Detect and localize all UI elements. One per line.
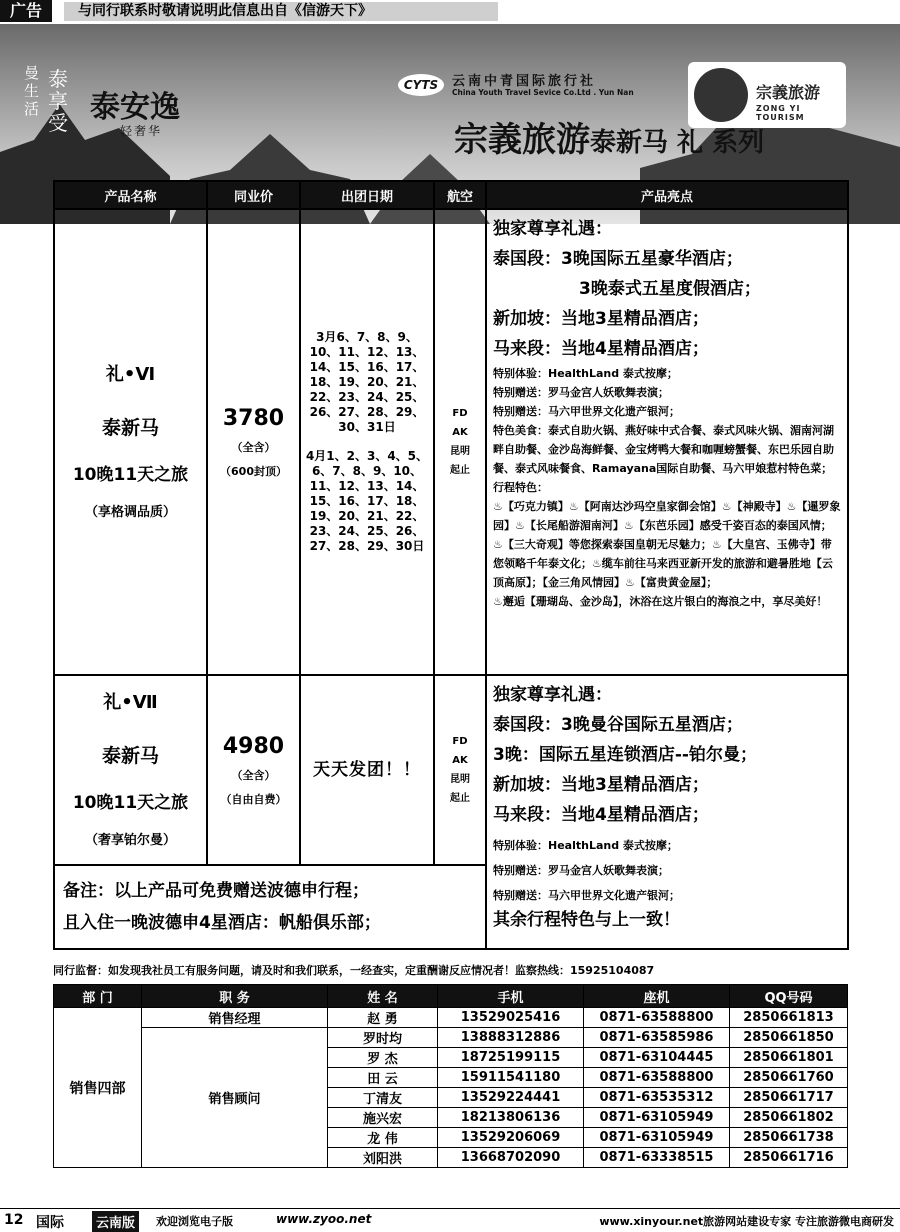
highlights-cell <box>486 209 848 675</box>
highlight-end: 其余行程特色与上一致！ <box>493 910 680 930</box>
department: 销售四部 <box>54 1008 142 1168</box>
contact-name: 丁清友 <box>328 1088 438 1108</box>
dates-cell <box>300 675 434 865</box>
price-note-2: （自由自费） <box>220 792 287 806</box>
contact-row <box>54 1028 848 1048</box>
note-line: 备注：以上产品可免费赠送波德申行程； <box>63 881 369 901</box>
price-note-2: （600封顶） <box>220 464 287 478</box>
product-name: 礼•Ⅶ <box>103 691 158 713</box>
product-name-cell <box>54 209 207 675</box>
product-duration: 10晚11天之旅 <box>72 792 189 813</box>
col-role: 职 务 <box>142 985 328 1008</box>
note-line: 且入住一晚波德申4星酒店：帆船俱乐部； <box>63 913 381 933</box>
brand-tai-anyi <box>24 64 244 144</box>
airline-line: FD <box>452 736 468 747</box>
col-dates: 出团日期 <box>300 181 434 209</box>
contact-name: 罗 杰 <box>328 1048 438 1068</box>
contact-qq: 2850661802 <box>730 1108 848 1128</box>
zongyi-name: 宗義旅游 <box>756 83 821 102</box>
col-highlights: 产品亮点 <box>486 181 848 209</box>
contact-name: 施兴宏 <box>328 1108 438 1128</box>
contact-name: 罗时均 <box>328 1028 438 1048</box>
contact-qq: 2850661760 <box>730 1068 848 1088</box>
airline-line: 昆明 <box>450 446 470 457</box>
airline-line: 昆明 <box>450 774 470 785</box>
brand-sub: 轻奢华 <box>120 124 163 138</box>
highlight-small: 特色美食：泰式自助火锅、燕好味中式合餐、泰式风味火锅、湄南河湖畔自助餐、金沙岛海鲜餐、金宝烤鸭大餐和咖喱螃蟹餐、东巴乐园自助餐、泰式风味餐食、Ramayana国际自助餐、马六甲娘惹村特色菜； <box>493 424 834 475</box>
col-airline: 航空 <box>434 181 486 209</box>
cyts-logo-icon: CYTS <box>398 74 444 96</box>
brand-vertical-a: 曼生活 <box>24 64 40 118</box>
airline-cell <box>434 209 486 675</box>
highlight-small: 特别赠送：马六甲世界文化遗产银河； <box>493 889 680 902</box>
highlights-cell <box>486 675 848 949</box>
highlight-small: 行程特色： <box>493 481 548 494</box>
dates-april: 4月1、2、3、4、5、6、7、8、9、10、11、12、13、14、15、16、17、18、19、20、21、22、23、24、25、26、27、28、29、30日 <box>305 449 429 553</box>
airline-line: FD <box>452 408 468 419</box>
product-table <box>53 180 849 950</box>
product-row-7 <box>54 675 848 865</box>
highlight-big: 泰国段：3晚曼谷国际五星酒店； <box>493 715 743 735</box>
contact-mobile: 13888312886 <box>438 1028 584 1048</box>
product-title: 泰新马 <box>101 744 159 767</box>
price-note: （全含） <box>231 440 276 454</box>
col-dept: 部 门 <box>54 985 142 1008</box>
contact-phone: 0871-63105949 <box>584 1108 730 1128</box>
product-name-cell <box>54 675 207 865</box>
product-grade: （享格调品质） <box>84 504 176 520</box>
note-cell <box>54 865 486 949</box>
airline-line: AK <box>452 755 468 766</box>
col-product-name: 产品名称 <box>54 181 207 209</box>
highlight-big: 泰国段：3晚国际五星豪华酒店； <box>493 249 743 269</box>
highlight-small: 特别体验：HealthLand 泰式按摩； <box>493 839 678 852</box>
edition-badge: 云南版 <box>92 1211 139 1232</box>
highlight-small: 特别赠送：罗马金宫人妖歌舞表演； <box>493 386 669 399</box>
welcome-text: 欢迎浏览电子版 <box>156 1215 233 1228</box>
contact-phone: 0871-63585986 <box>584 1028 730 1048</box>
product-table-header <box>54 181 848 209</box>
top-bar <box>0 0 900 24</box>
series-rest: 泰新马 礼 系列 <box>590 128 765 158</box>
site-url[interactable]: www.zyoo.net <box>276 1212 372 1226</box>
page-footer <box>0 1208 900 1231</box>
contact-mobile: 15911541180 <box>438 1068 584 1088</box>
price-note: （全含） <box>231 768 276 782</box>
contact-row <box>54 1008 848 1028</box>
highlight-big: 3晚：国际五星连锁酒店--铂尔曼； <box>493 745 757 765</box>
airline-cell <box>434 675 486 865</box>
contact-mobile: 13529025416 <box>438 1008 584 1028</box>
col-price: 同业价 <box>207 181 300 209</box>
series-title <box>454 112 894 161</box>
contact-phone: 0871-63588800 <box>584 1068 730 1088</box>
role-manager: 销售经理 <box>142 1008 328 1028</box>
section-name: 国际 <box>36 1215 64 1231</box>
page-number: 12 <box>4 1212 24 1228</box>
highlight-big: 马来段：当地4星精品酒店； <box>493 805 709 825</box>
highlight-big: 3晚泰式五星度假酒店； <box>579 279 761 299</box>
source-notice: 与同行联系时敬请说明此信息出自《信游天下》 <box>64 2 498 21</box>
contact-name: 赵 勇 <box>328 1008 438 1028</box>
airline-line: AK <box>452 427 468 438</box>
contact-mobile: 13529224441 <box>438 1088 584 1108</box>
contact-phone: 0871-63105949 <box>584 1128 730 1148</box>
highlight-small: 特别赠送：罗马金宫人妖歌舞表演； <box>493 864 669 877</box>
contact-phone: 0871-63588800 <box>584 1008 730 1028</box>
contact-phone: 0871-63338515 <box>584 1148 730 1168</box>
highlight-small: 特别体验：HealthLand 泰式按摩； <box>493 367 678 380</box>
dates-daily: 天天发团！！ <box>313 759 421 780</box>
role-consultant: 销售顾问 <box>142 1028 328 1168</box>
price-value: 3780 <box>222 405 285 431</box>
brand-vertical-b: 泰享受 <box>48 67 68 135</box>
price-cell <box>207 209 300 675</box>
highlight-small: 特别赠送：马六甲世界文化遗产银河； <box>493 405 680 418</box>
contact-mobile: 13668702090 <box>438 1148 584 1168</box>
contact-name: 龙 伟 <box>328 1128 438 1148</box>
product-duration: 10晚11天之旅 <box>72 464 189 485</box>
highlight-big: 独家尊享礼遇： <box>493 685 612 705</box>
col-name: 姓 名 <box>328 985 438 1008</box>
cyts-name: 云南中青国际旅行社 <box>452 74 597 89</box>
highlight-small: ♨【巧克力镇】♨【阿南达沙玛空皇家御会馆】♨【神殿寺】♨【暹罗象园】♨【长尾船游湄南河】♨【东芭乐园】感受千姿百态的泰国风情；♨【三大奇观】等您探索泰国皇朝无尽魅力；♨【大皇宫、玉佛寺】带您领略千年泰文化；♨缆车前往马来西亚新开发的旅游和避暑胜地【云顶高原】；【金三角风情园】♨【富贵黄金屋】； <box>493 500 841 589</box>
contact-phone: 0871-63535312 <box>584 1088 730 1108</box>
product-name: 礼•Ⅵ <box>105 363 156 385</box>
series-brand: 宗義旅游 <box>454 120 590 160</box>
contact-qq: 2850661850 <box>730 1028 848 1048</box>
product-row-6 <box>54 209 848 675</box>
dates-march: 3月6、7、8、9、10、11、12、13、14、15、16、17、18、19、20、21、22、23、24、25、26、27、28、29、30、31日 <box>309 330 425 434</box>
highlight-big: 马来段：当地4星精品酒店； <box>493 339 709 359</box>
contact-phone: 0871-63104445 <box>584 1048 730 1068</box>
contact-header <box>54 985 848 1008</box>
contact-qq: 2850661738 <box>730 1128 848 1148</box>
contact-qq: 2850661716 <box>730 1148 848 1168</box>
dates-cell <box>300 209 434 675</box>
highlight-big: 新加坡：当地3星精品酒店； <box>493 775 709 795</box>
contact-qq: 2850661813 <box>730 1008 848 1028</box>
airline-line: 起止 <box>450 465 470 476</box>
product-grade: （奢享铂尔曼） <box>84 832 176 848</box>
footer-slogan: www.xinyour.net旅游网站建设专家 专注旅游微电商研发 <box>599 1215 894 1228</box>
highlight-small: ♨邂逅【珊瑚岛、金沙岛】，沐浴在这片银白的海浪之中，享尽美好！ <box>493 595 828 608</box>
contact-mobile: 13529206069 <box>438 1128 584 1148</box>
highlight-big: 独家尊享礼遇： <box>493 219 612 239</box>
col-qq: QQ号码 <box>730 985 848 1008</box>
col-phone: 座机 <box>584 985 730 1008</box>
contact-table <box>53 984 848 1168</box>
product-title: 泰新马 <box>101 416 159 439</box>
supervision-hotline: 同行监督：如发现我社员工有服务问题，请及时和我们联系，一经查实，定重酬谢反应情况者！监察热线：15925104087 <box>53 964 655 977</box>
cyts-name-en: China Youth Travel Sevice Co.Ltd . Yun Nan <box>452 88 634 97</box>
contact-qq: 2850661717 <box>730 1088 848 1108</box>
contact-name: 田 云 <box>328 1068 438 1088</box>
brand-name: 泰安逸 <box>90 90 180 125</box>
ad-tag: 广告 <box>0 0 52 22</box>
col-mobile: 手机 <box>438 985 584 1008</box>
contact-mobile: 18725199115 <box>438 1048 584 1068</box>
highlight-big: 新加坡：当地3星精品酒店； <box>493 309 709 329</box>
contact-mobile: 18213806136 <box>438 1108 584 1128</box>
price-cell <box>207 675 300 865</box>
zongyi-name-en: ZONG YI TOURISM <box>756 104 805 122</box>
airline-line: 起止 <box>450 793 470 804</box>
contact-name: 刘阳洪 <box>328 1148 438 1168</box>
contact-qq: 2850661801 <box>730 1048 848 1068</box>
price-value: 4980 <box>222 733 285 759</box>
